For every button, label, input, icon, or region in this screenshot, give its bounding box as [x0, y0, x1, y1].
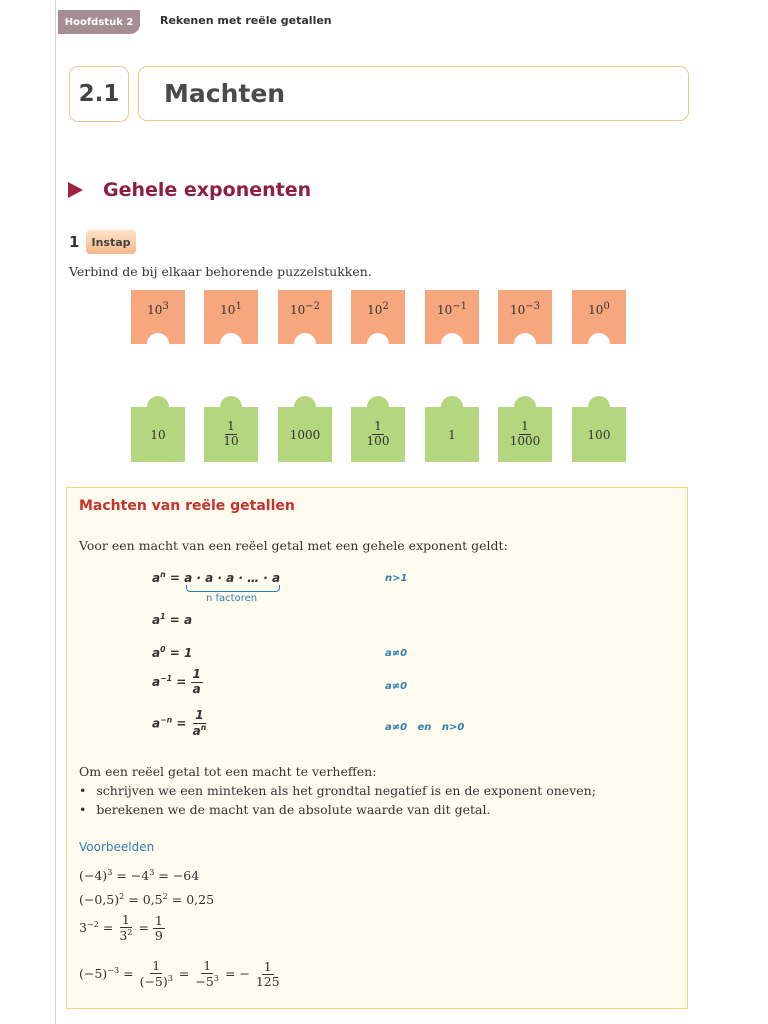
examples-heading: Voorbeelden	[79, 840, 155, 854]
rule-condition: a≠0 en n>0	[385, 722, 465, 733]
raise-text: Om een reëel getal tot een macht te verheffen:	[79, 764, 377, 779]
section-number: 2.1	[69, 66, 129, 122]
chapter-title: Rekenen met reële getallen	[160, 14, 332, 27]
chapter-tab: Hoofdstuk 2	[58, 10, 140, 34]
example-4: $(-5)^{-3}$ = $\frac{1}{(-5)^3}$ = $\frac{1}{-5^3}$ = − $\frac{1}{125}$	[79, 958, 280, 990]
factor-underbrace	[186, 585, 280, 592]
list-item: • berekenen we de macht van de absolute waarde van dit getal.	[79, 802, 490, 817]
factor-label: n factoren	[206, 593, 258, 604]
rule-power-zero: $a^0 = 1$	[152, 645, 193, 660]
puzzle-piece-bottom[interactable]: $\frac{1}{100}$	[351, 407, 405, 462]
puzzle-piece-top[interactable]: $10^{-1}$	[425, 290, 479, 344]
list-item: • schrijven we een minteken als het grondtal negatief is en de exponent oneven;	[79, 783, 596, 798]
page-margin-line	[55, 0, 56, 1024]
puzzle-piece-top[interactable]: $10^{-2}$	[278, 290, 332, 344]
subsection-title: Gehele exponenten	[103, 179, 312, 201]
example-3: $3^{-2}$ = $\frac{1}{3^2}$ = $\frac{1}{9}$	[79, 912, 163, 944]
puzzle-piece-top[interactable]: $10^2$	[351, 290, 405, 344]
example-1: $(-4)^3 = -4^3 = -64$	[79, 867, 200, 884]
rule-condition: a≠0	[385, 648, 408, 659]
definition-intro: Voor een macht van een reëel getal met een gehele exponent geldt:	[79, 538, 508, 553]
exercise-tag: Instap	[86, 230, 136, 254]
subsection-heading	[68, 179, 311, 201]
exercise-number: 1	[69, 233, 80, 251]
puzzle-piece-bottom[interactable]: 1	[425, 407, 479, 462]
example-2: $(-0,5)^2 = 0,5^2 = 0,25$	[79, 891, 215, 908]
triangle-bullet-icon	[68, 182, 83, 198]
puzzle-piece-bottom[interactable]: $\frac{1}{1000}$	[498, 407, 552, 462]
puzzle-piece-bottom[interactable]: $\frac{1}{10}$	[204, 407, 258, 462]
puzzle-piece-top[interactable]: $10^0$	[572, 290, 626, 344]
rule-power-one: $a^1 = a$	[152, 612, 193, 627]
rule-power-minus-n: $a^{-n}$ = $\frac{1}{a^n}$	[152, 708, 207, 738]
rule-condition: a≠0	[385, 681, 408, 692]
puzzle-piece-bottom[interactable]: 100	[572, 407, 626, 462]
rule-power-n: $a^n = a \cdot a \cdot a$ · … · a	[152, 570, 281, 585]
rule-power-minus-one: $a^{-1}$ = $\frac{1}{a}$	[152, 667, 201, 696]
puzzle-piece-bottom[interactable]: 1000	[278, 407, 332, 462]
puzzle-piece-top[interactable]: $10^{-3}$	[498, 290, 552, 344]
puzzle-piece-top[interactable]: $10^3$	[131, 290, 185, 344]
definition-title: Machten van reële getallen	[79, 498, 295, 514]
puzzle-piece-bottom[interactable]: 10	[131, 407, 185, 462]
section-title: Machten	[138, 66, 689, 121]
exercise-instruction: Verbind de bij elkaar behorende puzzelstukken.	[69, 264, 372, 279]
rule-condition: n>1	[385, 573, 408, 584]
puzzle-piece-top[interactable]: $10^1$	[204, 290, 258, 344]
